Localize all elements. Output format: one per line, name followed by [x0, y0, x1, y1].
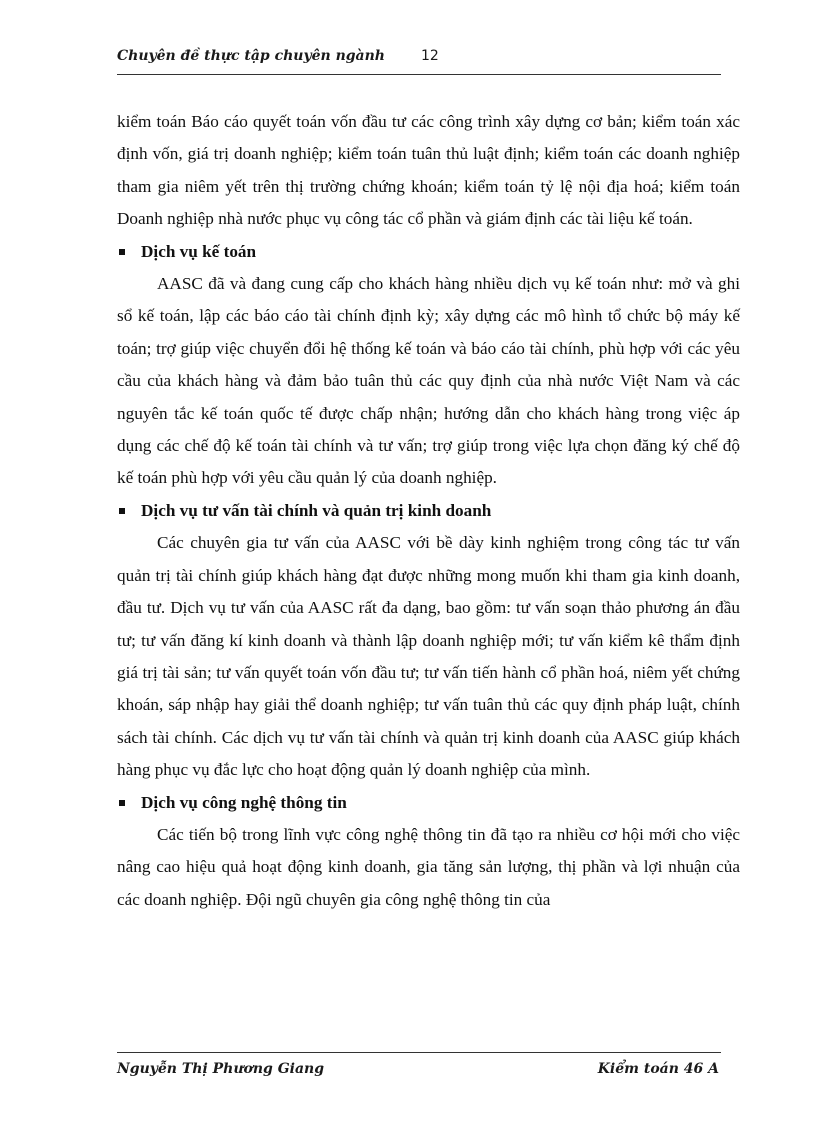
paragraph-it-services: Các tiến bộ trong lĩnh vực công nghệ thông tin đã tạo ra nhiều cơ hội mới cho việc nâng cao hiệu quả hoạt động kinh doanh, gia tăng sản lượng, thị phần và lợi nhuận của các doanh nghiệp. Đội ngũ chuyên gia công nghệ thông tin của: [117, 824, 740, 909]
section-heading-accounting-text: Dịch vụ kế toán: [141, 241, 257, 261]
footer-divider: [117, 1052, 721, 1053]
section-heading-consulting: [117, 495, 740, 527]
paragraph-consulting-services: Các chuyên gia tư vấn của AASC với bề dày kinh nghiệm trong công tác tư vấn quản trị tài chính giúp khách hàng đạt được những mong muốn khi tham gia kinh doanh, đầu tư. Dịch vụ tư vấn của AASC rất đa dạng, bao gồm: tư vấn soạn thảo phương án đầu tư; tư vấn đăng kí kinh doanh và thành lập doanh nghiệp mới; tư vấn kiểm kê thẩm định giá trị tài sản; tư vấn quyết toán vốn đầu tư; tư vấn tiến hành cổ phần hoá, niêm yết chứng khoán, sáp nhập hay giải thể doanh nghiệp; tư vấn tuân thủ các quy định pháp luật, chính sách tài chính. Các dịch vụ tư vấn tài chính và quản trị kinh doanh của AASC giúp khách hàng phục vụ đắc lực cho hoạt động quản lý doanh nghiệp của mình.: [117, 533, 740, 780]
page-header: [117, 48, 722, 76]
paragraph-audit-services: kiểm toán Báo cáo quyết toán vốn đầu tư các công trình xây dựng cơ bản; kiểm toán xác định vốn, giá trị doanh nghiệp; kiểm toán tuân thủ luật định; kiểm toán các doanh nghiệp tham gia niêm yết trên thị trường chứng khoán; kiểm toán tỷ lệ nội địa hoá; kiểm toán Doanh nghiệp nhà nước phục vụ công tác cổ phần và giám định các tài liệu kế toán.: [117, 112, 740, 229]
bullet-square-icon: [119, 800, 125, 806]
header-divider: [117, 74, 721, 75]
section-heading-consulting-text: Dịch vụ tư vấn tài chính và quản trị kinh doanh: [141, 500, 492, 520]
section-heading-it: [117, 787, 740, 819]
section-heading-accounting: [117, 236, 740, 268]
header-title: Chuyên đề thực tập chuyên ngành: [117, 48, 385, 64]
bullet-square-icon: [119, 249, 125, 255]
page-number: 12: [421, 48, 439, 64]
page-footer: [117, 1061, 721, 1085]
section-heading-it-text: Dịch vụ công nghệ thông tin: [141, 792, 347, 812]
footer-class: Kiểm toán 46 A: [597, 1061, 719, 1077]
paragraph-accounting-services: AASC đã và đang cung cấp cho khách hàng nhiều dịch vụ kế toán như: mở và ghi sổ kế toán, lập các báo cáo tài chính định kỳ; xây dựng các mô hình tổ chức bộ máy kế toán; trợ giúp việc chuyển đổi hệ thống kế toán và báo cáo tài chính, phù hợp với các yêu cầu của khách hàng và đảm bảo tuân thủ các quy định của nhà nước Việt Nam và các nguyên tắc kế toán quốc tế được chấp nhận; hướng dẫn cho khách hàng trong việc áp dụng các chế độ kế toán tài chính và tư vấn; trợ giúp trong việc lựa chọn đăng ký chế độ kế toán phù hợp với yêu cầu quản lý của doanh nghiệp.: [117, 274, 740, 488]
bullet-square-icon: [119, 508, 125, 514]
footer-author: Nguyễn Thị Phương Giang: [117, 1061, 325, 1077]
body-text: [117, 106, 740, 916]
